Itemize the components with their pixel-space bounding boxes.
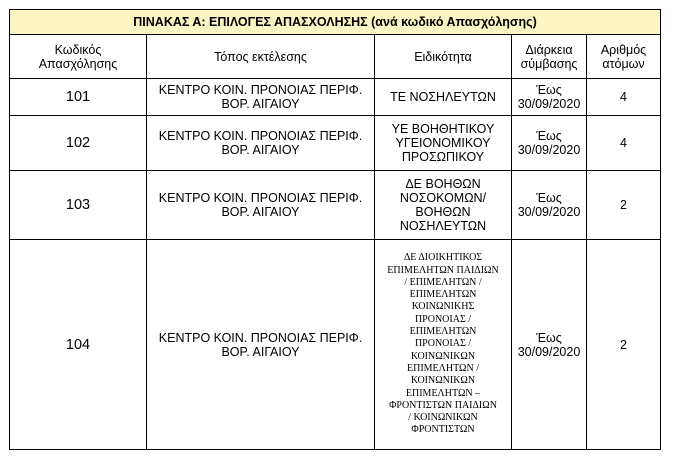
row-place: ΚΕΝΤΡΟ ΚΟΙΝ. ΠΡΟΝΟΙΑΣ ΠΕΡΙΦ. ΒΟΡ. ΑΙΓΑΙΟΥ [147, 171, 375, 240]
row-persons: 2 [587, 171, 661, 240]
row-specialty: ΤΕ ΝΟΣΗΛΕΥΤΩΝ [375, 79, 512, 116]
row-code: 103 [10, 171, 147, 240]
row-persons: 4 [587, 79, 661, 116]
row-persons: 4 [587, 116, 661, 171]
row-duration: Έως 30/09/2020 [512, 171, 587, 240]
row-persons: 2 [587, 240, 661, 450]
header-code: Κωδικός Απασχόλησης [10, 35, 147, 79]
table-header-row [10, 35, 661, 79]
header-specialty: Ειδικότητα [375, 35, 512, 79]
row-duration: Έως 30/09/2020 [512, 79, 587, 116]
row-place: ΚΕΝΤΡΟ ΚΟΙΝ. ΠΡΟΝΟΙΑΣ ΠΕΡΙΦ. ΒΟΡ. ΑΙΓΑΙΟΥ [147, 79, 375, 116]
table-title-row [10, 10, 661, 35]
header-persons: Αριθμός ατόμων [587, 35, 661, 79]
table-row [10, 116, 661, 171]
table-row [10, 171, 661, 240]
employment-options-table [9, 9, 661, 450]
header-duration: Διάρκεια σύμβασης [512, 35, 587, 79]
row-specialty: ΥΕ ΒΟΗΘΗΤΙΚΟΥ ΥΓΕΙΟΝΟΜΙΚΟΥ ΠΡΟΣΩΠΙΚΟΥ [375, 116, 512, 171]
table-title: ΠΙΝΑΚΑΣ Α: ΕΠΙΛΟΓΕΣ ΑΠΑΣΧΟΛΗΣΗΣ (ανά κωδικό Απασχόλησης) [10, 10, 661, 35]
table-row [10, 240, 661, 450]
header-place: Τόπος εκτέλεσης [147, 35, 375, 79]
row-place: ΚΕΝΤΡΟ ΚΟΙΝ. ΠΡΟΝΟΙΑΣ ΠΕΡΙΦ. ΒΟΡ. ΑΙΓΑΙΟΥ [147, 116, 375, 171]
row-duration: Έως 30/09/2020 [512, 240, 587, 450]
row-place: ΚΕΝΤΡΟ ΚΟΙΝ. ΠΡΟΝΟΙΑΣ ΠΕΡΙΦ. ΒΟΡ. ΑΙΓΑΙΟΥ [147, 240, 375, 450]
row-code: 104 [10, 240, 147, 450]
table-row [10, 79, 661, 116]
row-code: 102 [10, 116, 147, 171]
row-duration: Έως 30/09/2020 [512, 116, 587, 171]
row-code: 101 [10, 79, 147, 116]
row-specialty: ΔΕ ΒΟΗΘΩΝ ΝΟΣΟΚΟΜΩΝ/ ΒΟΗΘΩΝ ΝΟΣΗΛΕΥΤΩΝ [375, 171, 512, 240]
row-specialty: ΔΕ ΔΙΟΙΚΗΤΙΚΟΣ ΕΠΙΜΕΛΗΤΩΝ ΠΑΙΔΙΩΝ / ΕΠΙΜΕΛΗΤΩΝ / ΕΠΙΜΕΛΗΤΩΝ ΚΟΙΝΩΝΙΚΗΣ ΠΡΟΝΟΙΑΣ / ΕΠΙΜΕΛΗΤΩΝ ΠΡΟΝΟΙΑΣ / ΚΟΙΝΩΝΙΚΩΝ ΕΠΙΜΕΛΗΤΩΝ / ΚΟΙΝΩΝΙΚΩΝ ΕΠΙΜΕΛΗΤΩΝ – ΦΡΟΝΤΙΣΤΩΝ ΠΑΙΔΙΩΝ / ΚΟΙΝΩΝΙΚΩΝ ΦΡΟΝΤΙΣΤΩΝ [375, 240, 512, 450]
